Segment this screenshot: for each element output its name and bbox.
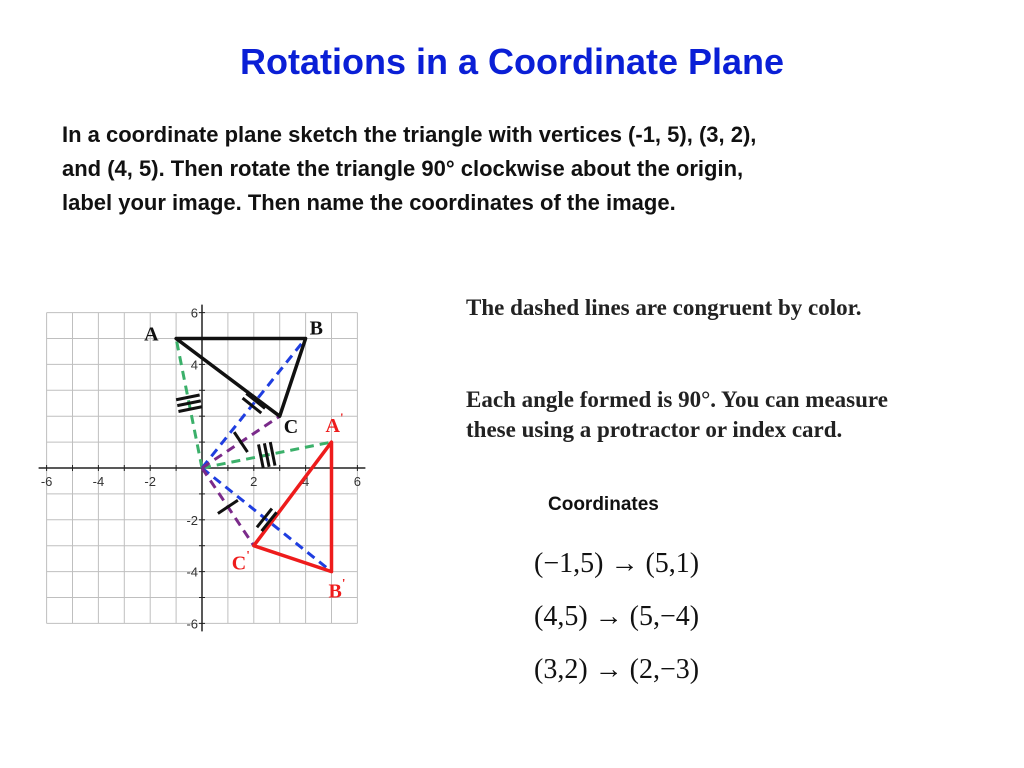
vertex-label: B [309, 317, 323, 340]
y-tick-label: 4 [190, 357, 198, 373]
vertex-label: C' [231, 547, 250, 575]
vertex-labels [144, 318, 345, 603]
y-tick-label: -4 [186, 564, 198, 580]
problem-statement [62, 118, 972, 220]
coordinate-mapping: (4,5) → (5,−4) [534, 601, 700, 632]
prime-mark: ' [339, 410, 344, 426]
image-triangle [254, 442, 332, 571]
slide-title: Rotations in a Coordinate Plane [239, 41, 785, 82]
y-tick-label: -6 [186, 616, 198, 632]
x-tick-label: -6 [40, 474, 53, 489]
coordinates-heading: Coordinates [548, 494, 659, 515]
coordinate-plane [30, 295, 375, 640]
prime-mark: ' [246, 547, 250, 563]
angle-note-line: these using a protractor or index card. [466, 417, 843, 442]
congruence-tick [246, 393, 265, 408]
congruence-marks [176, 393, 276, 531]
vertex-label: A' [325, 410, 344, 438]
x-tick-label: 2 [250, 474, 258, 489]
congruence-tick [176, 395, 200, 400]
x-tick-label: 6 [353, 474, 362, 489]
angle-note [466, 385, 1006, 445]
problem-line: and (4, 5). Then rotate the triangle 90° clockwise about the origin, [62, 156, 744, 181]
problem-line: label your image. Then name the coordinates of the image. [62, 190, 676, 215]
prime-mark: ' [341, 575, 346, 591]
vertex-label: A [144, 323, 159, 346]
congruence-tick [262, 512, 277, 531]
angle-note-line: Each angle formed is 90°. You can measure [466, 387, 888, 412]
vertex-label: C [283, 416, 299, 439]
y-tick-label: -2 [186, 512, 198, 528]
y-tick-label: 6 [190, 305, 198, 321]
preimage-triangle [176, 339, 306, 417]
congruent-note: The dashed lines are congruent by color. [466, 295, 862, 320]
coordinate-mapping: (3,2) → (2,−3) [534, 654, 700, 685]
x-tick-label: -2 [144, 474, 156, 489]
congruence-tick [270, 442, 275, 466]
vertex-label: B' [328, 575, 346, 603]
x-tick-label: -4 [92, 474, 105, 489]
x-tick-label: 4 [301, 474, 310, 489]
coordinate-mapping: (−1,5) → (5,1) [534, 548, 700, 579]
problem-line: In a coordinate plane sketch the triangle with vertices (-1, 5), (3, 2), [62, 122, 757, 147]
